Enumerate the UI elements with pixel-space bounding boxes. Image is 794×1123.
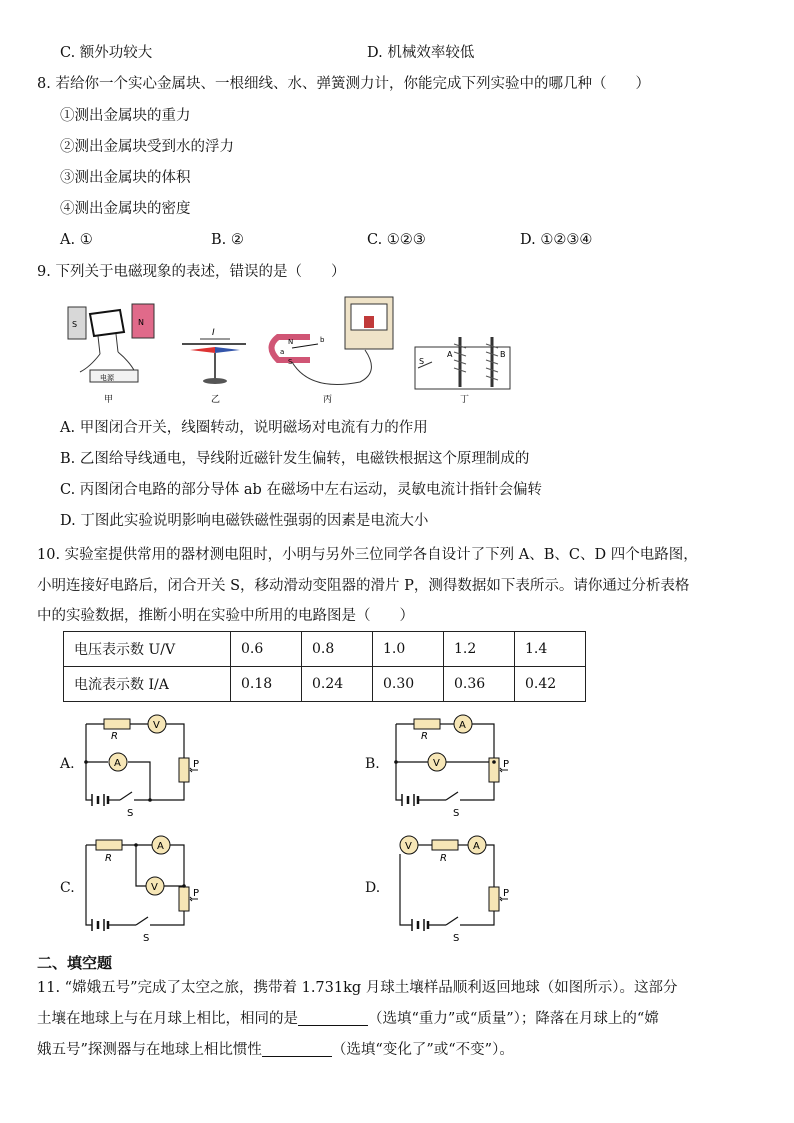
q11-line3-b: （选填“变化了”或“不变”）。	[331, 1042, 514, 1058]
section-heading-fill-in: 二、填空题	[37, 954, 113, 972]
circuit-c-s: S	[143, 933, 150, 943]
fig-jia	[68, 304, 154, 405]
fig-bing-n: N	[288, 338, 294, 346]
fig-bing-b: b	[320, 336, 325, 344]
circuit-d-p: P	[503, 888, 510, 899]
circuit-a-r: R	[111, 731, 118, 742]
fig-yi	[182, 328, 246, 405]
table-cell: 1.4	[515, 632, 586, 667]
fig-ding	[415, 337, 510, 405]
fig-bing-s: S	[288, 358, 293, 366]
fig-jia-s: S	[72, 320, 78, 329]
q11-line2-b: （选填“重力”或“质量”）；降落在月球上的“嫦	[368, 1011, 659, 1027]
fig-label-jia: 甲	[104, 395, 114, 405]
q8-option-b: B. ②	[211, 232, 244, 248]
circuit-b-p: P	[503, 759, 510, 770]
table-row	[64, 667, 586, 702]
q10-stem-line1: 10. 实验室提供常用的器材测电阻时，小明与另外三位同学各自设计了下列 A、B、C、D 四个电路图，	[37, 547, 698, 563]
q11-blank-1[interactable]	[298, 1011, 368, 1026]
circuit-c-r: R	[105, 853, 112, 864]
circuit-b-label: B.	[365, 756, 380, 772]
circuit-c-label: C.	[60, 880, 75, 896]
circuit-d-a: A	[473, 841, 480, 852]
circuit-d	[390, 833, 550, 943]
circuit-d-v: V	[405, 841, 412, 852]
circuit-b-a: A	[459, 720, 466, 731]
q7-option-d: D. 机械效率较低	[367, 45, 475, 61]
q8-option-a: A. ①	[60, 232, 93, 248]
q11-blank-2[interactable]	[262, 1042, 332, 1057]
q11-line2-a: 土壤在地球上与在月球上相比，相同的是	[37, 1011, 298, 1027]
circuit-a-a: A	[114, 758, 121, 769]
table-cell: 1.0	[373, 632, 444, 667]
circuit-b-v: V	[433, 758, 440, 769]
circuit-d-label: D.	[365, 880, 381, 896]
table-row	[64, 632, 586, 667]
table-cell: 0.30	[373, 667, 444, 702]
table-cell: 0.24	[302, 667, 373, 702]
circuit-a-s: S	[127, 808, 134, 819]
fig-bing	[272, 297, 394, 405]
table-cell: 0.8	[302, 632, 373, 667]
fig-yi-current: I	[212, 328, 215, 338]
fig-bing-a: a	[280, 348, 285, 356]
fig-jia-n: N	[138, 318, 144, 327]
q9-stem: 9. 下列关于电磁现象的表述，错误的是（ ）	[37, 264, 346, 280]
q10-data-table	[63, 631, 586, 702]
table-head-current: 电流表示数 I/A	[64, 667, 231, 702]
q8-stem: 8. 若给你一个实心金属块、一根细线、水、弹簧测力计，你能完成下列实验中的哪几种（ ）	[37, 76, 650, 92]
circuit-a-v: V	[153, 720, 160, 731]
q9-option-d: D. 丁图此实验说明影响电磁铁磁性强弱的因素是电流大小	[60, 513, 429, 529]
fig-ding-a: A	[447, 350, 453, 359]
q8-item-1: ①测出金属块的重力	[60, 108, 191, 124]
circuit-c-v: V	[151, 882, 158, 893]
q8-option-d: D. ①②③④	[520, 232, 593, 248]
table-cell: 1.2	[444, 632, 515, 667]
q11-line1: 11. “嫦娥五号”完成了太空之旅，携带着 1.731kg 月球土壤样品顺利返回地球（如图所示）。这部分	[37, 980, 678, 996]
q8-item-4: ④测出金属块的密度	[60, 201, 191, 217]
q9-option-c: C. 丙图闭合电路的部分导体 ab 在磁场中左右运动，灵敏电流计指针会偏转	[60, 482, 542, 498]
circuit-b-s: S	[453, 808, 460, 819]
circuit-a	[80, 710, 240, 820]
q8-item-2: ②测出金属块受到水的浮力	[60, 139, 234, 155]
q11-line3	[37, 1040, 514, 1060]
circuit-c	[80, 833, 240, 943]
table-cell: 0.36	[444, 667, 515, 702]
circuit-d-s: S	[453, 933, 460, 943]
circuit-a-p: P	[193, 759, 200, 770]
fig-ding-b: B	[500, 350, 506, 359]
circuit-b	[390, 710, 550, 820]
q8-option-c: C. ①②③	[367, 232, 426, 248]
fig-ding-sw: S	[419, 357, 425, 366]
q11-line2	[37, 1009, 659, 1029]
fig-label-bing: 丙	[323, 395, 333, 405]
q9-option-b: B. 乙图给导线通电，导线附近磁针发生偏转，电磁铁根据这个原理制成的	[60, 451, 530, 467]
q11-line3-a: 娥五号”探测器与在地球上相比惯性	[37, 1042, 262, 1058]
fig-jia-power: 电源	[100, 374, 114, 382]
circuit-d-r: R	[440, 853, 447, 864]
circuit-b-r: R	[421, 731, 428, 742]
fig-label-ding: 丁	[460, 395, 470, 405]
circuit-c-a: A	[157, 841, 164, 852]
table-cell: 0.42	[515, 667, 586, 702]
table-head-voltage: 电压表示数 U/V	[64, 632, 231, 667]
table-cell: 0.6	[231, 632, 302, 667]
circuit-a-label: A.	[60, 756, 75, 772]
table-cell: 0.18	[231, 667, 302, 702]
circuit-c-p: P	[193, 888, 200, 899]
q10-stem-line2: 小明连接好电路后，闭合开关 S，移动滑动变阻器的滑片 P，测得数据如下表所示。请你通过分析表格	[37, 578, 690, 594]
q9-figure	[60, 292, 530, 407]
q7-option-c: C. 额外功较大	[60, 45, 153, 61]
q10-stem-line3: 中的实验数据，推断小明在实验中所用的电路图是（ ）	[37, 608, 414, 624]
q9-option-a: A. 甲图闭合开关，线圈转动，说明磁场对电流有力的作用	[60, 420, 428, 436]
q8-item-3: ③测出金属块的体积	[60, 170, 191, 186]
fig-label-yi: 乙	[211, 395, 221, 405]
